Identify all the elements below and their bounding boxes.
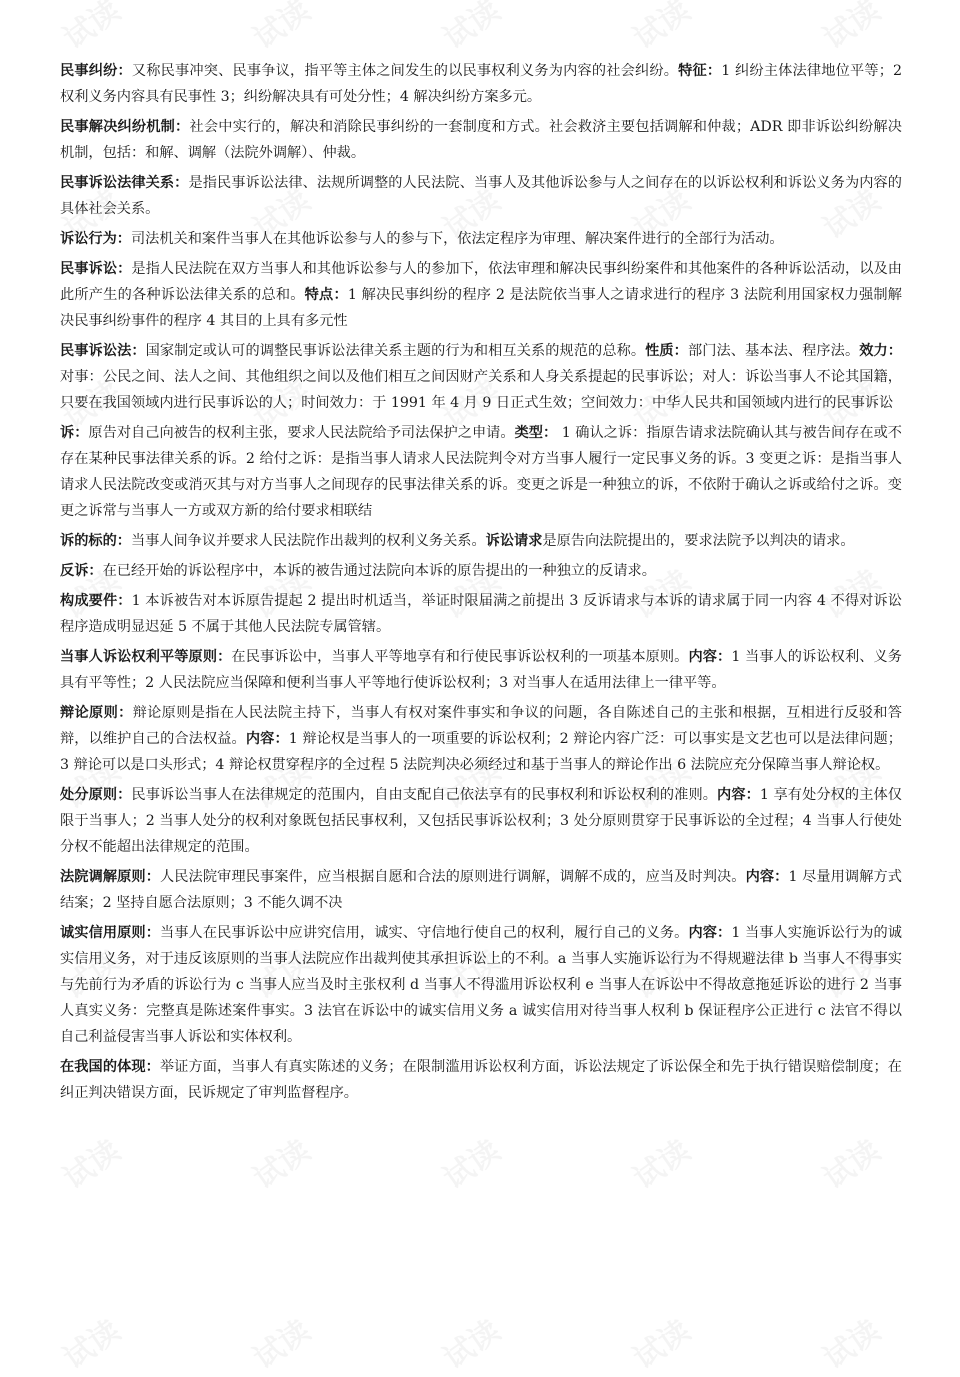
watermark-text xyxy=(433,0,507,57)
watermark-text xyxy=(623,1307,697,1377)
entry-term: 处分原则： xyxy=(60,787,132,803)
watermark-text xyxy=(243,0,317,57)
entry-paragraph xyxy=(60,114,902,166)
entry-paragraph xyxy=(60,920,902,1050)
entry-text: 1 当事人的诉讼权利、义务具有平等性；2 人民法院应当保障和便利当事人平等地行使诉讼权利；3 对当事人在适用法律上一律平等。 xyxy=(60,649,902,691)
watermark-text xyxy=(53,1127,127,1197)
entry-paragraph xyxy=(60,644,902,696)
entry-text: 1 辩论权是当事人的一项重要的诉讼权利；2 辩论内容广泛：可以事实是文艺也可以是法律问题；3 辩论可以是口头形式；4 辩论权贯穿程序的全过程 5 法院判决必须经过和基于当事人的辩论作出 6 法院应充分保障当事人辩论权。 xyxy=(60,731,902,773)
entry-term: 诉的标的： xyxy=(60,533,131,549)
watermark-text xyxy=(243,1307,317,1377)
entry-paragraph xyxy=(60,1054,902,1106)
entry-text: 原告对自己向被告的权利主张，要求人民法院给予司法保护之申请。 xyxy=(88,425,515,441)
entry-term: 内容： xyxy=(688,649,732,665)
entry-paragraph xyxy=(60,528,902,554)
entry-term: 在我国的体现： xyxy=(60,1059,160,1075)
entry-term: 民事诉讼： xyxy=(60,261,132,277)
watermark-text xyxy=(813,1307,887,1377)
entry-text: 国家制定或认可的调整民事诉讼法律关系主题的行为和相互关系的规范的总称。 xyxy=(145,343,646,359)
entry-text: 是指人民法院在双方当事人和其他诉讼参与人的参加下，依法审理和解决民事纠纷案件和其他案件的各种诉讼活动，以及由此所产生的各种诉讼法律关系的总和。 xyxy=(60,261,902,303)
entry-text: 1 享有处分权的主体仅限于当事人；2 当事人处分的权利对象既包括民事权利，又包括民事诉讼权利；3 处分原则贯穿于民事诉讼的全过程；4 当事人行使处分权不能超出法律规定的范围。 xyxy=(60,787,902,855)
entry-text: 1 当事人实施诉讼行为的诚实信用义务，对于违反该原则的当事人法院应作出裁判使其承担诉讼上的不利。a 当事人实施诉讼行为不得规避法律 b 当事人不得事实与先前行为矛盾的诉讼行为 c 当事人应当及时主张权利 d 当事人不得滥用诉讼权利 e 当事人在诉讼中不得故意拖延诉讼的进行 2 当事人真实义务：完整真是陈述案件事实。3 法官在诉讼中的诚实信用义务 a 诚实信用对待当事人权利 b 保证程序公正进行 c 法官不得以自己利益侵害当事人诉讼和实体权利。 xyxy=(60,925,902,1045)
entry-text: 是原告向法院提出的，要求法院予以判决的请求。 xyxy=(542,533,855,549)
entry-text: 1 尽量用调解方式结案；2 坚持自愿合法原则；3 不能久调不决 xyxy=(60,869,902,911)
entry-term: 内容： xyxy=(717,787,760,803)
entry-text: 是指民事诉讼法律、法规所调整的人民法院、当事人及其他诉讼参与人之间存在的以诉讼权利和诉讼义务为内容的具体社会关系。 xyxy=(60,175,902,217)
entry-paragraph xyxy=(60,338,902,416)
entry-text: 1 纠纷主体法律地位平等；2 权利义务内容具有民事性 3；纠纷解决具有可处分性；4 解决纠纷方案多元。 xyxy=(60,63,902,105)
entry-term: 内容： xyxy=(245,731,289,747)
entry-paragraph xyxy=(60,782,902,860)
entry-paragraph xyxy=(60,420,902,524)
entry-term: 性质： xyxy=(645,343,688,359)
entry-term: 法院调解原则： xyxy=(60,869,160,885)
entry-text: 在已经开始的诉讼程序中，本诉的被告通过法院向本诉的原告提出的一种独立的反请求。 xyxy=(102,563,656,579)
entry-term: 诉讼行为： xyxy=(60,231,131,247)
entry-term: 反诉： xyxy=(60,563,103,579)
entry-term: 特征： xyxy=(678,63,722,79)
entry-term: 民事解决纠纷机制： xyxy=(60,119,190,135)
entry-text: 对事：公民之间、法人之间、其他组织之间以及他们相互之间因财产关系和人身关系提起的民事诉讼；对人：诉讼当事人不论其国籍，只要在我国领域内进行民事诉讼的人；时间效力：于 1991 年 4 月 9 日正式生效；空间效力：中华人民共和国领域内进行的民事诉讼 xyxy=(60,369,902,411)
entry-term: 诚实信用原则： xyxy=(60,925,160,941)
entry-text: 当事人间争议并要求人民法院作出裁判的权利义务关系。 xyxy=(130,533,486,549)
entry-text: 1 确认之诉：指原告请求法院确认其与被告间存在或不存在某种民事法律关系的诉。2 给付之诉：是指当事人请求人民法院判令对方当事人履行一定民事义务的诉。3 变更之诉：是指当事人请求人民法院改变或消灭其与对方当事人之间现存的民事法律关系的诉。变更之诉是一种独立的诉，不依附于确认之诉或给付之诉。变更之诉常与当事人一方或双方新的给付要求相联结 xyxy=(60,425,902,519)
entry-term: 内容： xyxy=(688,925,732,941)
entry-paragraph xyxy=(60,700,902,778)
entry-text: 社会中实行的，解决和消除民事纠纷的一套制度和方式。社会救济主要包括调解和仲裁；ADR 即非诉讼纠纷解决机制，包括：和解、调解（法院外调解）、仲裁。 xyxy=(60,119,902,161)
entry-text: 在民事诉讼中，当事人平等地享有和行使民事诉讼权利的一项基本原则。 xyxy=(231,649,689,665)
entry-paragraph xyxy=(60,558,902,584)
entry-text: 当事人在民事诉讼中应讲究信用，诚实、守信地行使自己的权利，履行自己的义务。 xyxy=(159,925,689,941)
entry-text: 辩论原则是指在人民法院主持下，当事人有权对案件事实和争议的问题，各自陈述自己的主张和根据，互相进行反驳和答辩，以维护自己的合法权益。 xyxy=(60,705,902,747)
watermark-text xyxy=(433,1127,507,1197)
entry-paragraph xyxy=(60,256,902,334)
entry-text: 1 解决民事纠纷的程序 2 是法院依当事人之请求进行的程序 3 法院利用国家权力强制解决民事纠纷事件的程序 4 其目的上具有多元性 xyxy=(60,287,902,329)
watermark-text xyxy=(813,0,887,57)
entry-term: 特点： xyxy=(304,287,348,303)
entry-term: 民事纠纷： xyxy=(60,63,132,79)
entry-term: 构成要件： xyxy=(60,593,132,609)
watermark-text xyxy=(813,1127,887,1197)
entry-paragraph xyxy=(60,58,902,110)
watermark-text xyxy=(243,1127,317,1197)
entry-term: 效力： xyxy=(859,343,902,359)
entry-term: 诉： xyxy=(60,425,89,441)
entry-term: 诉讼请求 xyxy=(485,533,543,549)
entry-text: 司法机关和案件当事人在其他诉讼参与人的参与下，依法定程序为审理、解决案件进行的全部行为活动。 xyxy=(130,231,784,247)
entry-text: 举证方面，当事人有真实陈述的义务；在限制滥用诉讼权利方面，诉讼法规定了诉讼保全和先于执行错误赔偿制度；在纠正判决错误方面，民诉规定了审判监督程序。 xyxy=(60,1059,902,1101)
watermark-text xyxy=(53,0,127,57)
entry-term: 民事诉讼法： xyxy=(60,343,146,359)
document-body xyxy=(60,58,902,1110)
entry-text: 部门法、基本法、程序法。 xyxy=(687,343,860,359)
entry-text: 人民法院审理民事案件，应当根据自愿和合法的原则进行调解，调解不成的，应当及时判决。 xyxy=(159,869,746,885)
entry-paragraph xyxy=(60,864,902,916)
entry-term: 民事诉讼法律关系： xyxy=(60,175,189,191)
entry-text: 民事诉讼当事人在法律规定的范围内，自由支配自己依法享有的民事权利和诉讼权利的准则。 xyxy=(131,787,718,803)
entry-paragraph xyxy=(60,170,902,222)
entry-term: 类型： xyxy=(514,425,558,441)
entry-text: 又称民事冲突、民事争议，指平等主体之间发生的以民事权利义务为内容的社会纠纷。 xyxy=(131,63,679,79)
entry-paragraph xyxy=(60,588,902,640)
watermark-text xyxy=(53,1307,127,1377)
entry-text: 1 本诉被告对本诉原告提起 2 提出时机适当，举证时限届满之前提出 3 反诉请求与本诉的请求属于同一内容 4 不得对诉讼程序造成明显迟延 5 不属于其他人民法院专属管辖。 xyxy=(60,593,902,635)
entry-term: 内容： xyxy=(745,869,789,885)
watermark-text xyxy=(433,1307,507,1377)
entry-term: 辩论原则： xyxy=(60,705,133,721)
watermark-text xyxy=(623,0,697,57)
watermark-text xyxy=(623,1127,697,1197)
entry-term: 当事人诉讼权利平等原则： xyxy=(60,649,232,665)
entry-paragraph xyxy=(60,226,902,252)
